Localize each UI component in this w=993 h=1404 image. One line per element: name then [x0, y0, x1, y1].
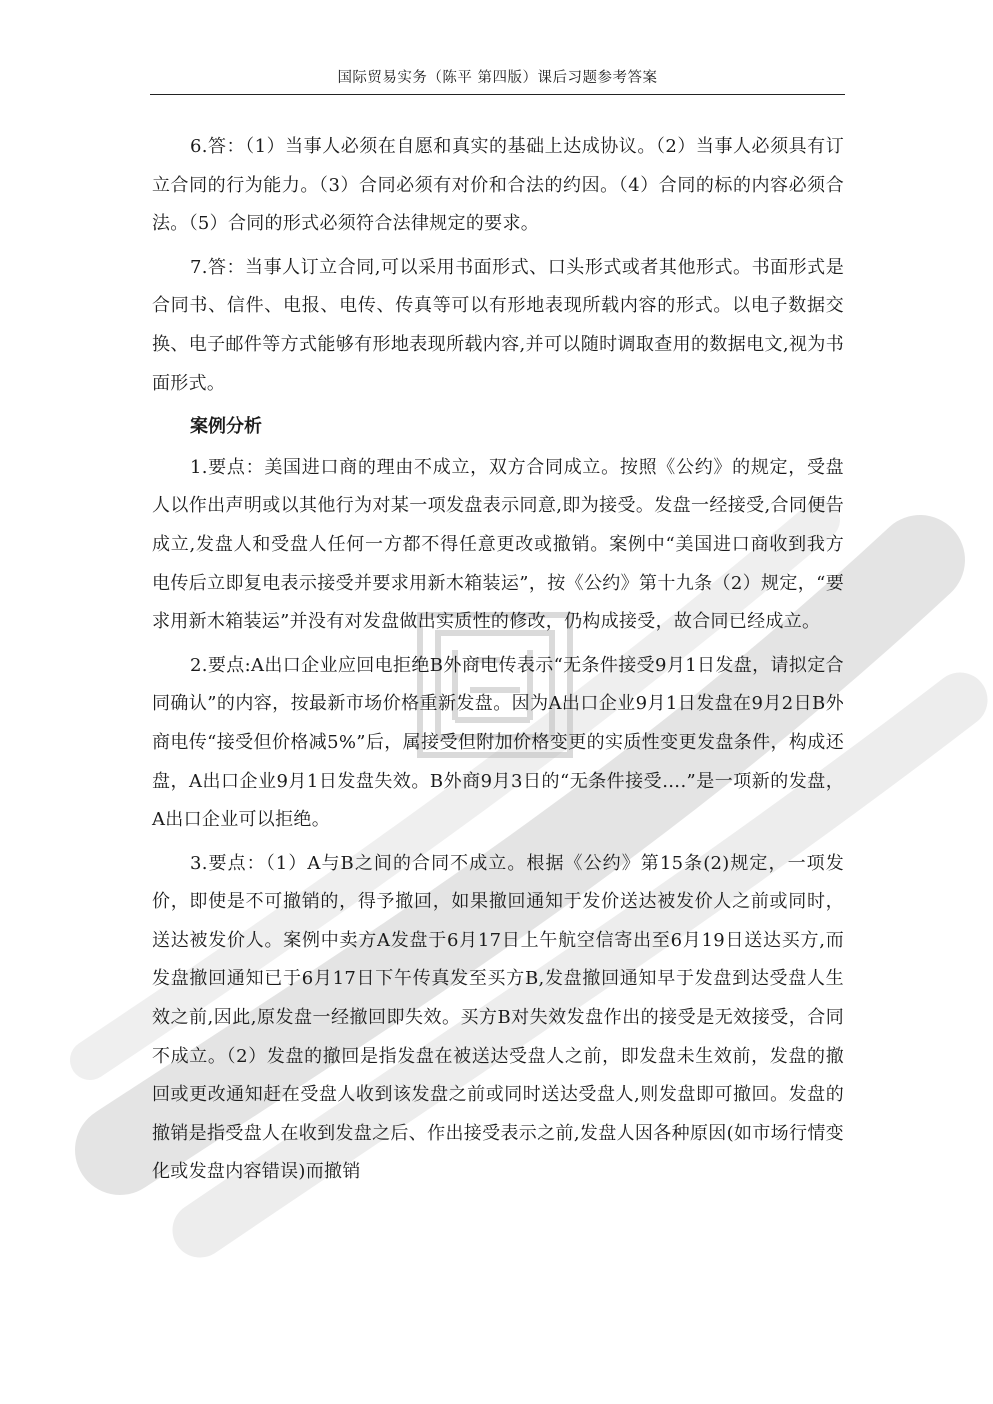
case-2: 2.要点:A出口企业应回电拒绝B外商电传表示“无条件接受9月1日发盘，请拟定合同确认”的内容，按最新市场价格重新发盘。因为A出口企业9月1日发盘在9月2日B外商电传“接受但价格减5%”后，属接受但附加价格变更的实质性变更发盘条件，构成还盘，A出口企业9月1日发盘失效。B外商9月3日的“无条件接受….”是一项新的发盘，A出口企业可以拒绝。: [152, 654, 844, 831]
case-3: 3.要点：（1）A与B之间的合同不成立。根据《公约》第15条(2)规定，一项发价，即使是不可撤销的，得予撤回，如果撤回通知于发价送达被发价人之前或同时，送达被发价人。案例中卖方A发盘于6月17日上午航空信寄出至6月19日送达买方,而发盘撤回通知已于6月17日下午传真发至买方B,发盘撤回通知早于发盘到达受盘人生效之前,因此,原发盘一经撤回即失效。买方B对失效发盘作出的接受是无效接受，合同不成立。（2）发盘的撤回是指发盘在被送达受盘人之前，即发盘未生效前，发盘的撤回或更改通知赶在受盘人收到该发盘之前或同时送达受盘人,则发盘即可撤回。发盘的撤销是指受盘人在收到发盘之后、作出接受表示之前,发盘人因各种原因(如市场行情变化或发盘内容错误)而撤销: [152, 852, 844, 1183]
document-body: [152, 128, 844, 1192]
answer-6: 6.答：（1）当事人必须在自愿和真实的基础上达成协议。（2）当事人必须具有订立合同的行为能力。（3）合同必须有对价和合法的约因。（4）合同的标的内容必须合法。（5）合同的形式必须符合法律规定的要求。: [152, 136, 844, 235]
page-header: [150, 66, 845, 95]
header-title: 国际贸易实务（陈平 第四版）课后习题参考答案: [337, 70, 658, 86]
answer-7: 7.答：当事人订立合同,可以采用书面形式、口头形式或者其他形式。书面形式是合同书、信件、电报、电传、传真等可以有形地表现所载内容的形式。以电子数据交换、电子邮件等方式能够有形地表现所载内容,并可以随时调取查用的数据电文,视为书面形式。: [152, 256, 844, 394]
section-title-case-analysis: 案例分析: [190, 416, 262, 438]
case-1: 1.要点：美国进口商的理由不成立，双方合同成立。按照《公约》的规定，受盘人以作出声明或以其他行为对某一项发盘表示同意,即为接受。发盘一经接受,合同便告成立,发盘人和受盘人任何一方都不得任意更改或撤销。案例中“美国进口商收到我方电传后立即复电表示接受并要求用新木箱装运”，按《公约》第十九条（2）规定，“要求用新木箱装运”并没有对发盘做出实质性的修改，仍构成接受，故合同已经成立。: [152, 456, 844, 633]
